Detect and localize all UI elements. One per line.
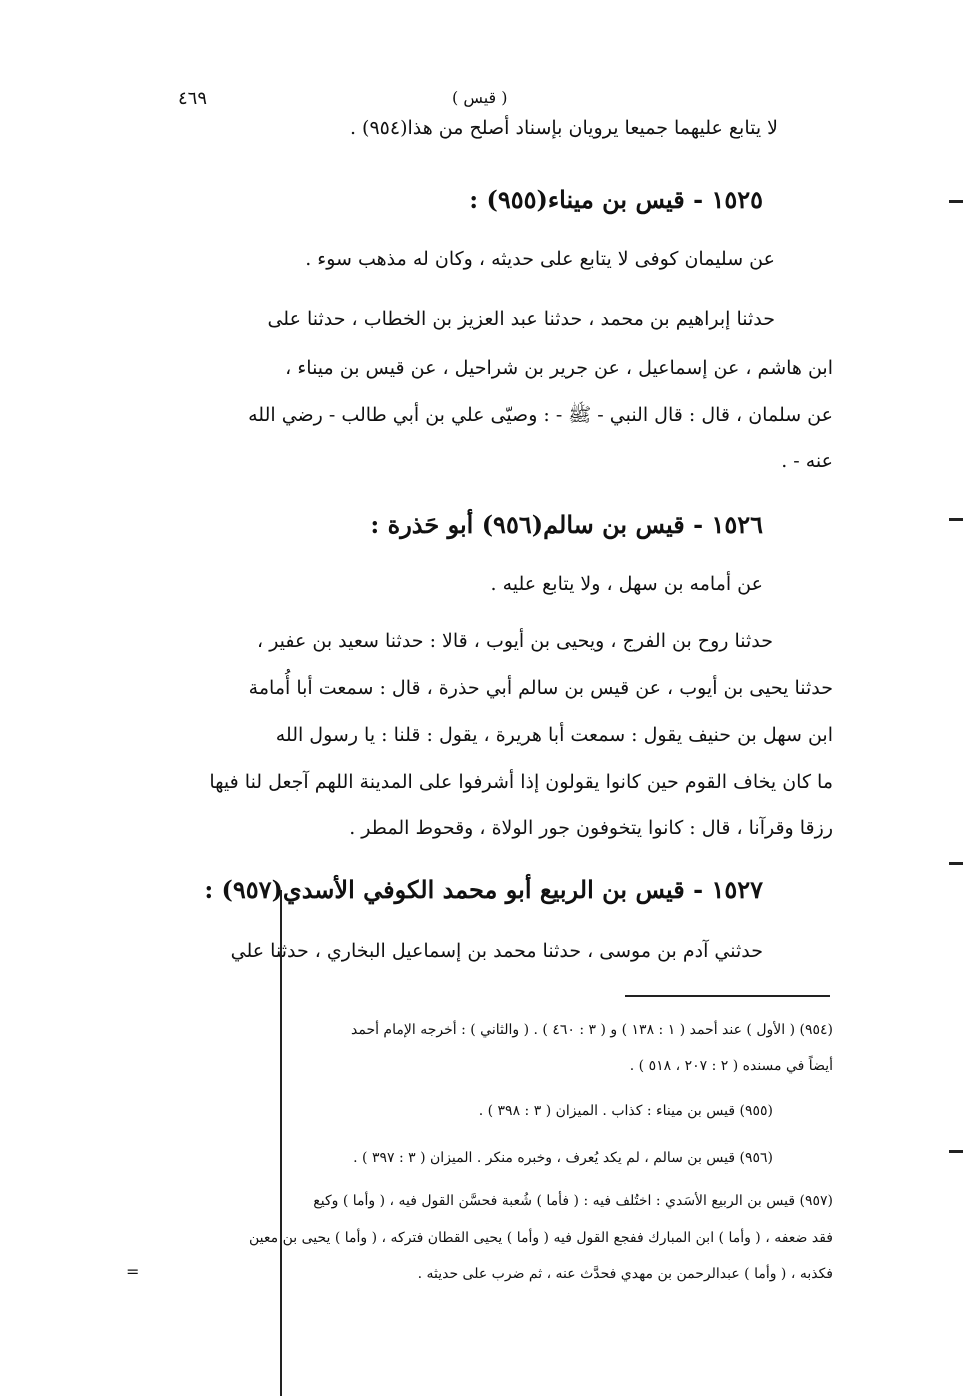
page-number: ٤٦٩ [178, 88, 208, 109]
footnote-line: (٩٥٦) قيس بن سالم ، لم يكد يُعرف ، وخبره منكر . الميزان ( ٣ : ٣٩٧ ) . [353, 1150, 773, 1166]
scan-crease-line [280, 890, 282, 1396]
text-line: عن سلمان ، قال : قال النبي - ﷺ - : وصيّى علي بن أبي طالب - رضي الله [248, 404, 833, 426]
footnote-line: (٩٥٤) ( الأول ) عند أحمد ( ١ : ١٣٨ ) و ( ٣ : ٤٦٠ ) . ( والثاني ) : أخرجه الإمام أحمد [351, 1022, 833, 1038]
text-line: رزقا وقرآنا ، قال : كانوا يتخوفون جور الولاة ، وقحوط المطر . [349, 817, 833, 839]
text-line: لا يتابع عليهما جميعا يرويان بإسناد أصلح من هذا(٩٥٤) . [349, 117, 778, 139]
footnote-line: أيضاً في مسنده ( ٢ : ٢٠٧ ، ٥١٨ ) . [629, 1058, 833, 1074]
text-line: ابن هاشم ، عن إسماعيل ، عن جرير بن شراحيل ، عن قيس بن ميناء ، [285, 357, 833, 379]
margin-mark: = [126, 1262, 140, 1281]
margin-tick [949, 200, 963, 203]
text-line: حدثنا روح بن الفرج ، ويحيى بن أيوب ، قالا : حدثنا سعيد بن عفير ، [257, 630, 773, 652]
text-line: حدثنا إبراهيم بن محمد ، حدثنا عبد العزيز بن الخطاب ، حدثنا على [267, 308, 775, 330]
footnote-line: (٩٥٥) قيس بن ميناء : كذاب . الميزان ( ٣ : ٣٩٨ ) . [478, 1103, 773, 1119]
text-line: عن أمامه بن سهل ، ولا يتابع عليه . [490, 573, 763, 595]
margin-tick [949, 1150, 963, 1153]
footnote-separator [625, 995, 830, 997]
text-line: ما كان يخاف القوم حين كانوا يقولون إذا أشرفوا على المدينة اللهم آجعل لنا فيها [209, 771, 833, 793]
text-line: حدثنا يحيى بن أيوب ، عن قيس بن سالم أبي حذرة ، قال : سمعت أبا أُمامة [248, 677, 833, 699]
text-line: عنه - . [781, 450, 833, 472]
text-line: حدثني آدم بن موسى ، حدثنا محمد بن إسماعيل البخاري ، حدثنا علي [230, 940, 763, 962]
footnote-line: فكذبه ، ( وأما ) عبدالرحمن بن مهدي فحدَّث عنه ، ثم ضرب على حديثه . [417, 1266, 833, 1282]
text-line: ابن سهل بن حنيف يقول : سمعت أبا هريرة ، يقول : قلنا : يا رسول الله [275, 724, 833, 746]
text-line: عن سليمان كوفى لا يتابع على حديثه ، وكان له مذهب سوء . [305, 248, 775, 270]
entry-heading-1525: ١٥٢٥ - قيس بن ميناء(٩٥٥) : [469, 185, 763, 214]
margin-tick [949, 862, 963, 865]
entry-heading-1526: ١٥٢٦ - قيس بن سالم(٩٥٦) أبو حَذرة : [370, 510, 763, 539]
footnote-line: (٩٥٧) قيس بن الربيع الأسَدي : اختُلف فيه : ( فأما ) شُعبة فحسَّن القول فيه ، ( وأما ) وكيع [313, 1193, 833, 1209]
running-head: ( قيس ) [452, 88, 508, 107]
entry-heading-1527: ١٥٢٧ - قيس بن الربيع أبو محمد الكوفي الأسدي(٩٥٧) : [204, 875, 763, 904]
footnote-line: فقد ضعفه ، ( وأما ) ابن المبارك ففجع القول فيه ( وأما ) يحيى القطان فتركه ، ( وأما ) يحيى بن معين [249, 1230, 833, 1246]
margin-tick [949, 518, 963, 521]
